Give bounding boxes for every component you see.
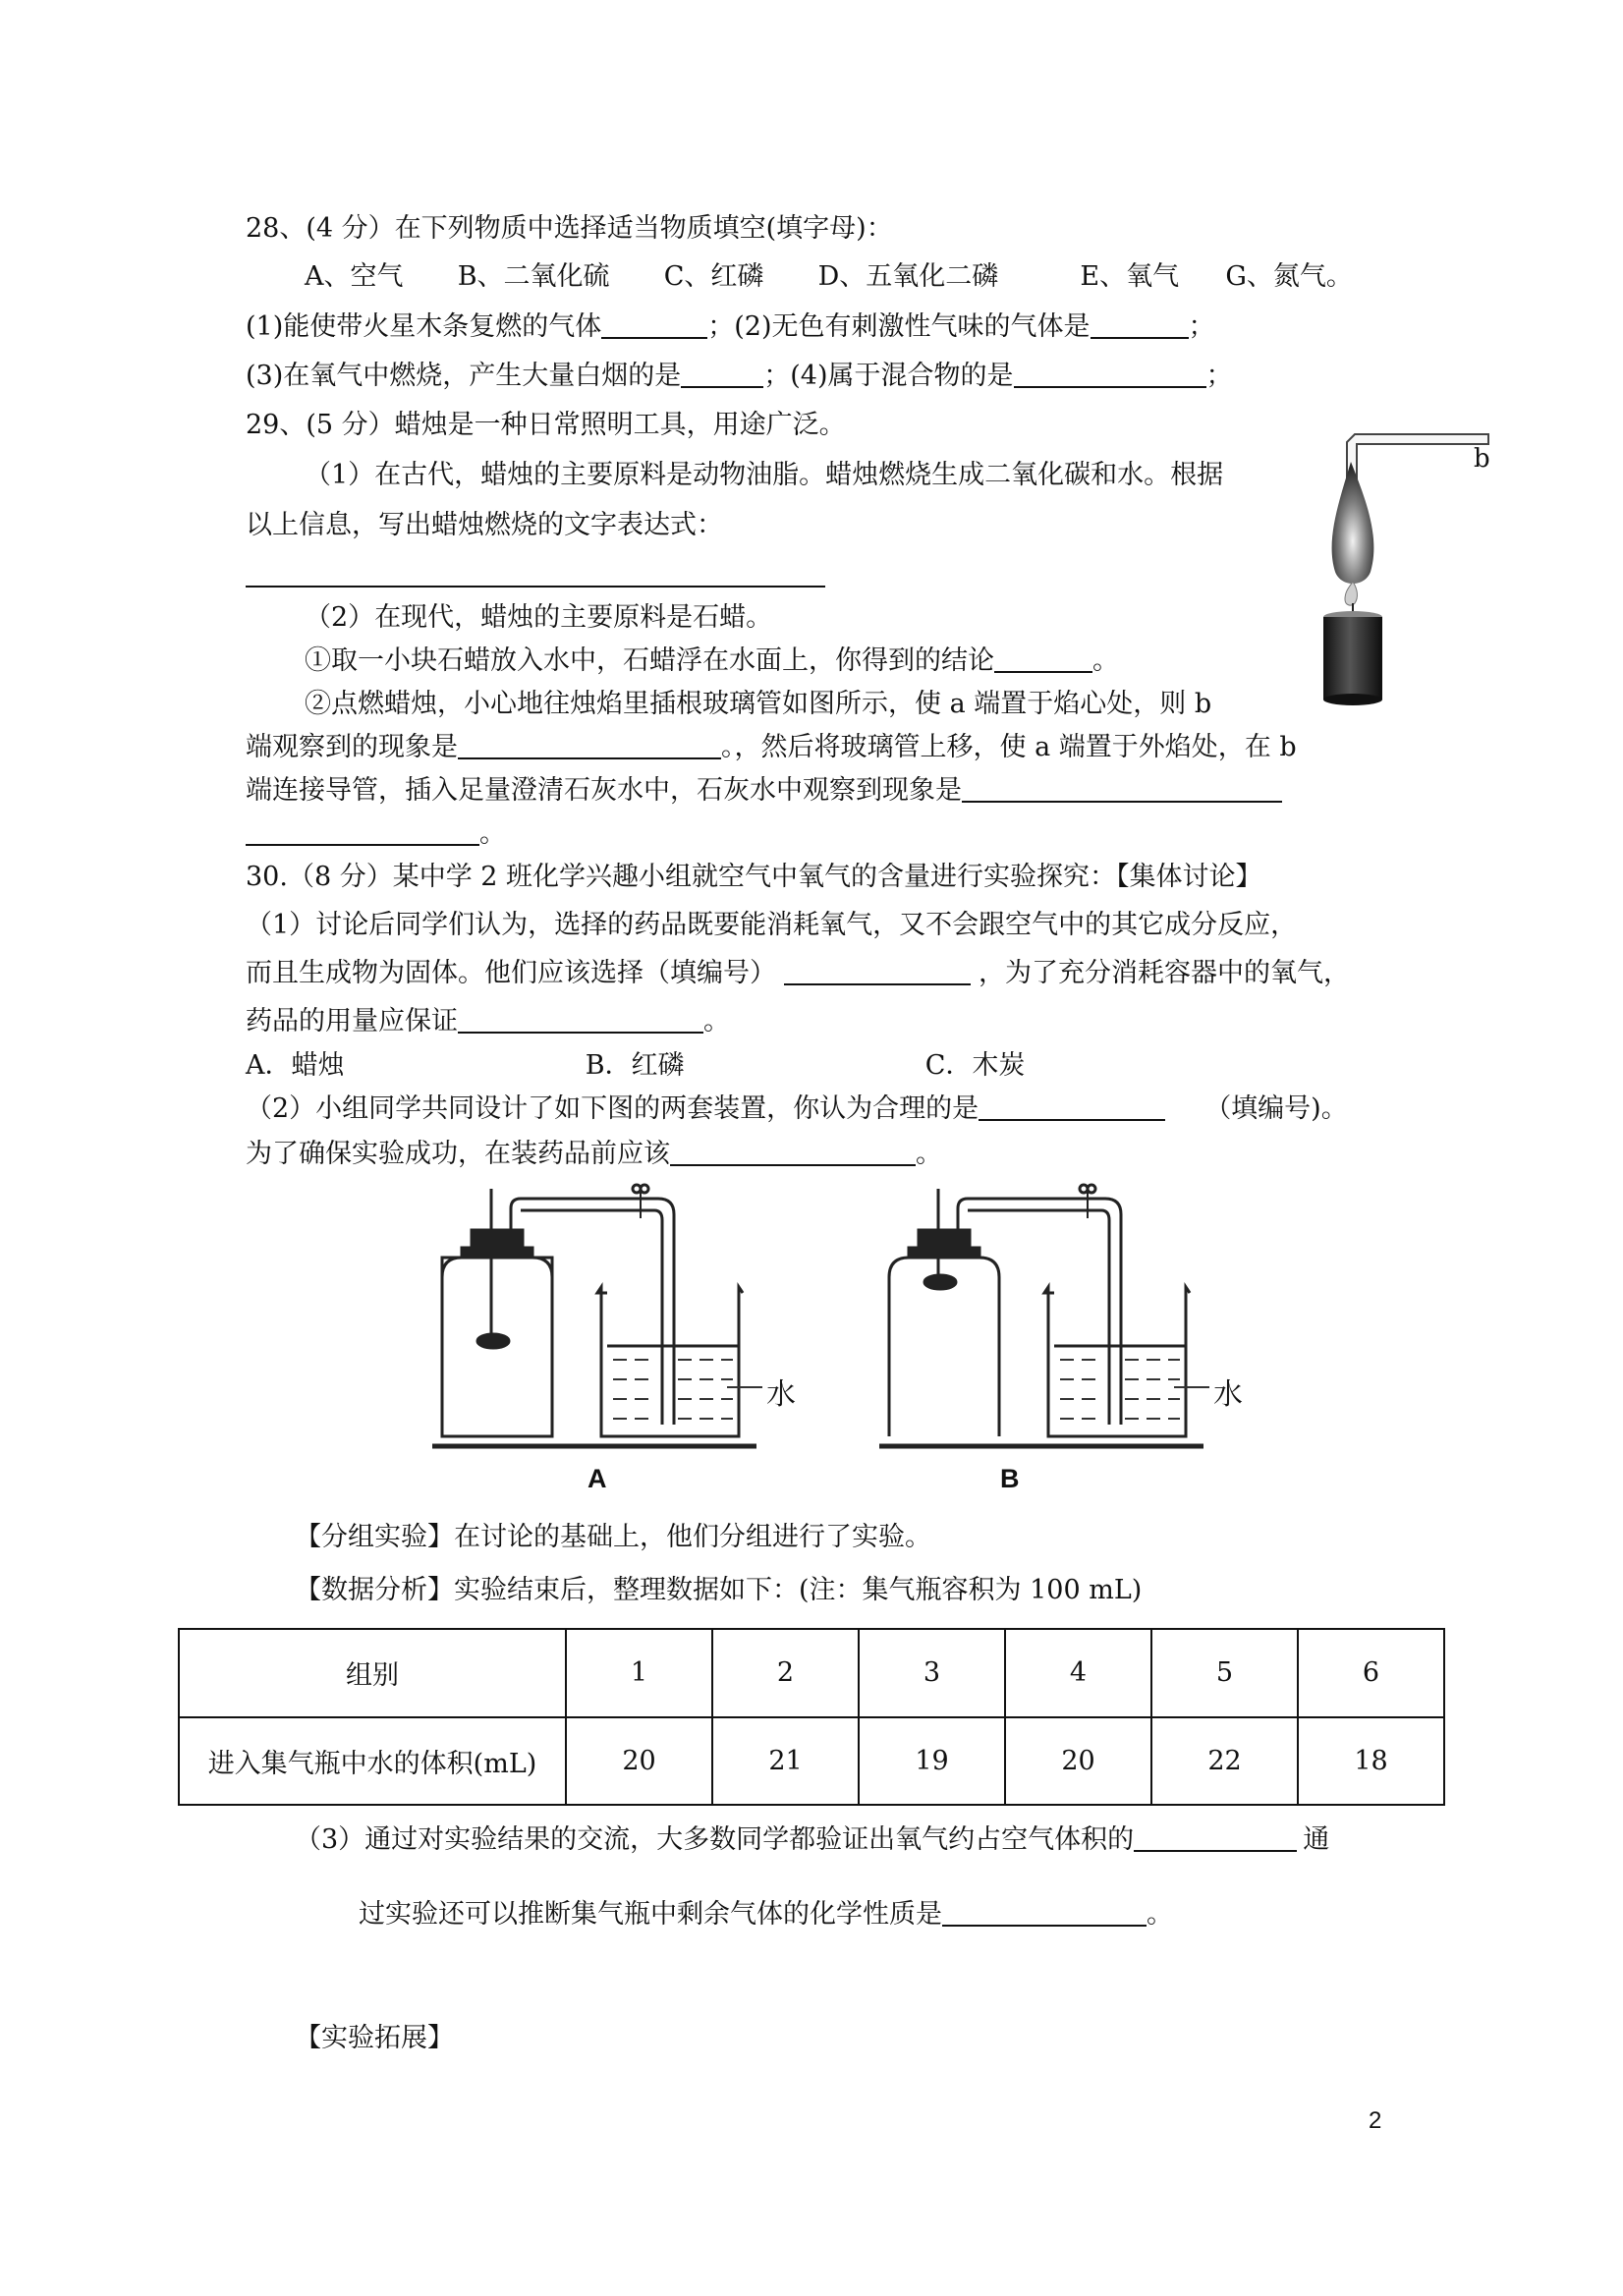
q30-l2-text: 而且生成物为固体。他们应该选择（填编号） — [246, 958, 776, 988]
q28-option-g: G、氮气。 — [1225, 261, 1353, 292]
q30-line7 — [359, 1898, 1173, 1932]
candle-figure — [1302, 422, 1498, 717]
q30-line4 — [246, 1092, 1348, 1126]
q30-l7-text: 过实验还可以推断集气瓶中剩余气体的化学性质是 — [359, 1899, 942, 1930]
q30-l3-end: 。 — [703, 1006, 730, 1036]
q28-option-b: B、二氧化硫 — [457, 261, 610, 292]
answer-blank[interactable] — [1014, 361, 1206, 388]
data-analysis: 【数据分析】实验结束后，整理数据如下：(注：集气瓶容积为 100 mL) — [295, 1575, 1143, 1605]
q29-line5: ②点燃蜡烛，小心地往烛焰里插根玻璃管如图所示，使 a 端置于焰心处，则 b — [305, 689, 1212, 719]
q29-line4 — [305, 644, 1119, 678]
q28-title: 28、(4 分）在下列物质中选择适当物质填空(填字母)： — [246, 213, 893, 244]
table-cell: 6 — [1298, 1629, 1444, 1717]
table-cell: 22 — [1151, 1717, 1298, 1806]
q28-option-c: C、红磷 — [663, 261, 764, 292]
q30-line1: （1）讨论后同学们认为，选择的药品既要能消耗氧气，又不会跟空气中的其它成分反应， — [246, 910, 1298, 940]
q30-l4-end: （填编号)。 — [1204, 1093, 1348, 1124]
q29-l4-end: 。 — [1092, 645, 1119, 676]
answer-blank[interactable] — [1134, 1824, 1297, 1852]
q28-option-d: D、五氧化二磷 — [817, 261, 999, 292]
apparatus-diagram — [432, 1179, 1277, 1513]
answer-blank[interactable] — [458, 732, 721, 759]
q28-p2-end: ； — [1205, 361, 1233, 391]
page-number: 2 — [1369, 2107, 1382, 2134]
small-flame-icon — [1345, 582, 1357, 605]
table-cell: 21 — [712, 1717, 859, 1806]
q30-l3-text: 药品的用量应保证 — [246, 1006, 458, 1036]
choice-b: B．红磷 — [585, 1050, 685, 1081]
figure-label-a: A — [588, 1464, 607, 1493]
q30-line3 — [246, 1005, 730, 1038]
candle-body — [1323, 617, 1382, 700]
q28-part1 — [246, 310, 1215, 344]
apparatus-a — [442, 1185, 743, 1436]
results-table — [178, 1628, 1445, 1806]
answer-blank[interactable] — [784, 958, 971, 985]
q28-p2-text: ；(2)无色有刺激性气味的气体是 — [707, 311, 1091, 342]
answer-blank[interactable] — [681, 361, 763, 388]
water-label-a: 水 — [766, 1377, 796, 1412]
flame-icon — [1332, 462, 1374, 584]
answer-blank[interactable] — [601, 311, 707, 339]
table-cell: 2 — [712, 1629, 859, 1717]
q29-line1: （1）在古代，蜡烛的主要原料是动物油脂。蜡烛燃烧生成二氧化碳和水。根据 — [305, 460, 1224, 490]
q29-l6-end: 。，然后将玻璃管上移，使 a 端置于外焰处，在 b — [721, 732, 1297, 762]
table-cell: 20 — [566, 1717, 712, 1806]
q29-line7 — [246, 774, 1282, 808]
answer-blank[interactable] — [942, 1899, 1147, 1927]
group-experiment: 【分组实验】在讨论的基础上，他们分组进行了实验。 — [295, 1522, 931, 1552]
table-cell: 1 — [566, 1629, 712, 1717]
q29-l4-text: ①取一小块石蜡放入水中，石蜡浮在水面上，你得到的结论 — [305, 645, 994, 676]
q30-line2 — [246, 957, 1350, 990]
q30-title: 30.（8 分）某中学 2 班化学兴趣小组就空气中氧气的含量进行实验探究：【集体讨论】 — [246, 862, 1262, 892]
table-cell: 5 — [1151, 1629, 1298, 1717]
table-cell: 3 — [859, 1629, 1005, 1717]
choice-a: A．蜡烛 — [246, 1050, 345, 1081]
apparatus-b — [889, 1185, 1190, 1436]
q28-p1-end: ； — [1188, 311, 1215, 342]
figure-label-b: B — [1000, 1464, 1020, 1493]
table-head: 组别 — [179, 1629, 566, 1717]
q28-options — [305, 260, 1353, 294]
table-row — [179, 1717, 1444, 1806]
answer-blank[interactable] — [962, 775, 1282, 803]
choice-c: C．木炭 — [924, 1050, 1026, 1081]
q28-option-e: E、氧气 — [1080, 261, 1180, 292]
q30-l6-end: 通 — [1303, 1824, 1330, 1855]
answer-blank[interactable] — [994, 645, 1092, 673]
q30-l2-end: ，为了充分消耗容器中的氧气， — [979, 958, 1350, 988]
answer-blank[interactable] — [1091, 311, 1189, 339]
q29-l8-end: 。 — [479, 818, 506, 849]
q29-line2: 以上信息，写出蜡烛燃烧的文字表达式： — [246, 510, 723, 540]
experiment-extension: 【实验拓展】 — [295, 2023, 454, 2053]
q28-p4-text: ；(4)属于混合物的是 — [763, 361, 1014, 391]
q30-l5-end: 。 — [916, 1139, 942, 1169]
table-head: 进入集气瓶中水的体积(mL) — [179, 1717, 566, 1806]
water-label-b: 水 — [1213, 1377, 1243, 1412]
q29-l6-text: 端观察到的现象是 — [246, 732, 458, 762]
q29-line6 — [246, 731, 1297, 764]
table-row — [179, 1629, 1444, 1717]
answer-blank[interactable] — [246, 818, 479, 846]
table-cell: 4 — [1005, 1629, 1151, 1717]
q30-l6-text: （3）通过对实验结果的交流，大多数同学都验证出氧气约占空气体积的 — [295, 1824, 1135, 1855]
answer-line[interactable] — [246, 586, 825, 588]
q30-l5-text: 为了确保实验成功，在装药品前应该 — [246, 1139, 670, 1169]
answer-blank[interactable] — [458, 1006, 703, 1034]
tube-end-label-b: b — [1474, 444, 1490, 474]
table-cell: 20 — [1005, 1717, 1151, 1806]
answer-blank[interactable] — [670, 1139, 916, 1166]
q29-line3: （2）在现代，蜡烛的主要原料是石蜡。 — [305, 602, 773, 633]
answer-blank[interactable] — [979, 1093, 1165, 1121]
table-cell: 19 — [859, 1717, 1005, 1806]
q30-choices — [246, 1049, 1025, 1083]
q30-l7-end: 。 — [1147, 1899, 1173, 1930]
q30-line5 — [246, 1138, 942, 1171]
q28-option-a: A、空气 — [305, 261, 404, 292]
q29-line8 — [246, 817, 506, 851]
q30-l4-text: （2）小组同学共同设计了如下图的两套装置，你认为合理的是 — [246, 1093, 979, 1124]
q28-p3-text: (3)在氧气中燃烧，产生大量白烟的是 — [246, 361, 682, 391]
q28-part2 — [246, 360, 1233, 393]
q29-l7-text: 端连接导管，插入足量澄清石灰水中，石灰水中观察到现象是 — [246, 775, 962, 806]
q28-p1-text: (1)能使带火星木条复燃的气体 — [246, 311, 602, 342]
table-cell: 18 — [1298, 1717, 1444, 1806]
q29-title: 29、(5 分）蜡烛是一种日常照明工具，用途广泛。 — [246, 410, 846, 440]
q30-line6 — [295, 1823, 1329, 1857]
